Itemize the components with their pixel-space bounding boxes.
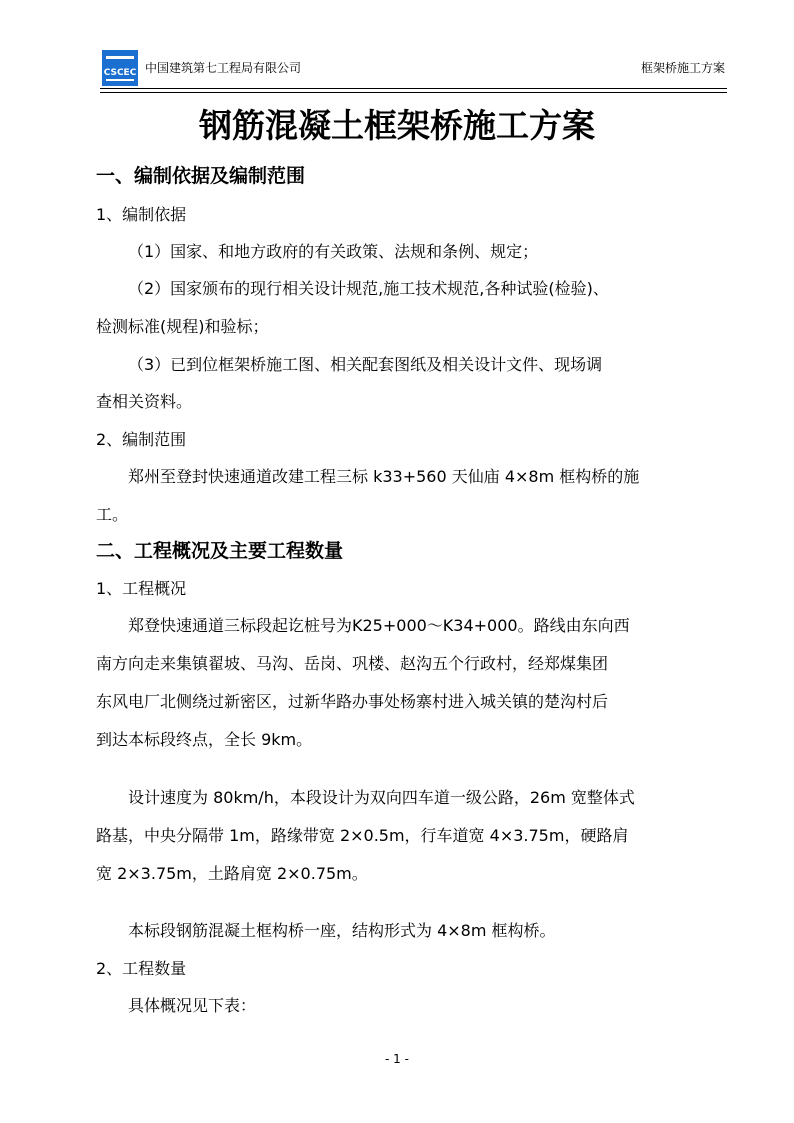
header-rule <box>100 88 727 89</box>
company-name: 中国建筑第七工程局有限公司 <box>145 61 302 75</box>
subheading-1-1: 1、编制依据 <box>96 205 187 224</box>
overview-p2-line2: 路基，中央分隔带 1m，路缘带宽 2×0.5m，行车道宽 4×3.75m，硬路肩 <box>96 826 629 845</box>
cscec-logo-icon <box>102 50 138 86</box>
basis-item-2-line1: （2）国家颁布的现行相关设计规范,施工技术规范,各种试验(检验)、 <box>128 279 609 298</box>
header-doc-title: 框架桥施工方案 <box>640 61 725 75</box>
subheading-2-1: 1、工程概况 <box>96 579 187 598</box>
section-heading-1: 一、编制依据及编制范围 <box>96 165 306 187</box>
subheading-2-2: 2、工程数量 <box>96 959 187 978</box>
overview-p2-line3: 宽 2×3.75m，土路肩宽 2×0.75m。 <box>96 864 368 883</box>
overview-p1-line1: 郑登快速通道三标段起讫桩号为K25+000～K34+000。路线由东向西 <box>128 616 630 635</box>
header-rule-thin <box>100 92 727 93</box>
basis-item-3-line1: （3）已到位框架桥施工图、相关配套图纸及相关设计文件、现场调 <box>128 355 603 374</box>
svg-text:CSCEC: CSCEC <box>103 68 137 78</box>
basis-item-3-line2: 查相关资料。 <box>96 392 193 411</box>
overview-p1-line3: 东风电厂北侧绕过新密区，过新华路办事处杨寨村进入城关镇的楚沟村后 <box>96 692 609 711</box>
document-title: 钢筋混凝土框架桥施工方案 <box>199 106 595 145</box>
overview-p1-line2: 南方向走来集镇翟坡、马沟、岳岗、巩楼、赵沟五个行政村，经郑煤集团 <box>96 654 609 673</box>
basis-item-2-line2: 检测标准(规程)和验标； <box>96 317 269 336</box>
section-heading-2: 二、工程概况及主要工程数量 <box>96 540 344 562</box>
quantity-intro: 具体概况见下表： <box>128 996 257 1015</box>
subheading-1-2: 2、编制范围 <box>96 430 187 449</box>
scope-line2: 工。 <box>96 505 129 524</box>
overview-p2-line1: 设计速度为 80km/h，本段设计为双向四车道一级公路，26m 宽整体式 <box>128 788 635 807</box>
scope-line1: 郑州至登封快速通道改建工程三标 k33+560 天仙庙 4×8m 框构桥的施 <box>128 467 640 486</box>
overview-p1-line4: 到达本标段终点，全长 9km。 <box>96 730 313 749</box>
page-number: - 1 - <box>385 1052 409 1066</box>
page-header <box>100 48 727 94</box>
overview-p3: 本标段钢筋混凝土框构桥一座，结构形式为 4×8m 框构桥。 <box>128 921 556 940</box>
basis-item-1: （1）国家、和地方政府的有关政策、法规和条例、规定； <box>128 242 539 261</box>
